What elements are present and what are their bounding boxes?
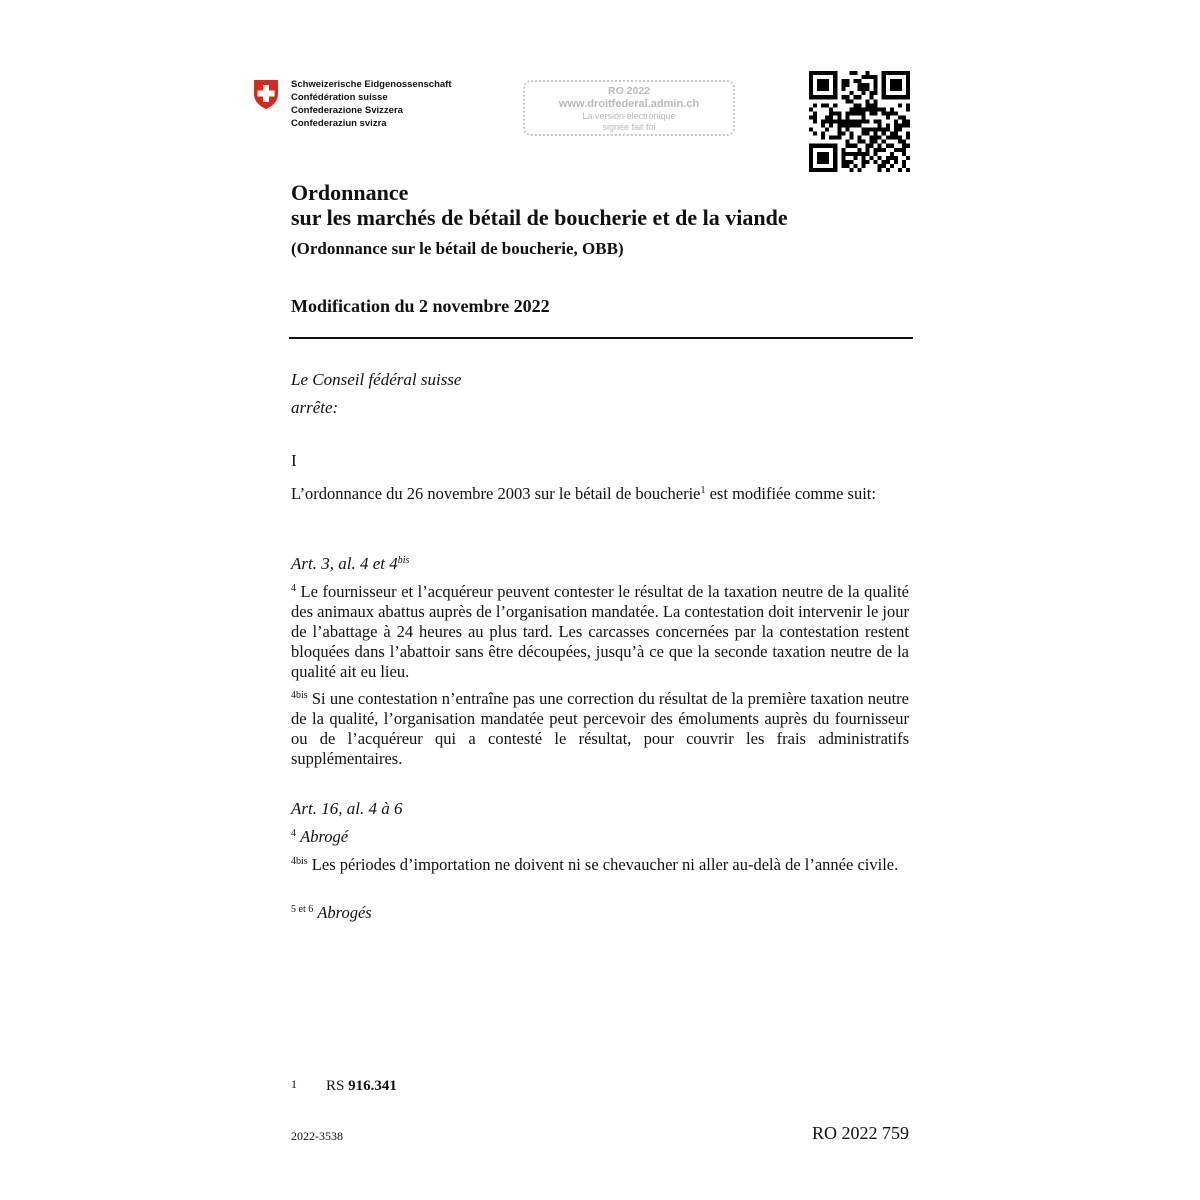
confederation-name-rm: Confederaziun svizra (291, 118, 387, 129)
stamp-note-1: La version électronique (582, 111, 676, 121)
confederation-name-it: Confederazione Svizzera (291, 105, 403, 116)
stamp-note-2: signée fait foi (602, 122, 656, 132)
paragraph-number: 4bis (291, 856, 308, 867)
qr-code-icon (809, 71, 910, 172)
intro-text-end: est modifiée comme suit: (705, 484, 876, 503)
preamble-authority: Le Conseil fédéral suisse (291, 370, 462, 389)
title-divider (289, 337, 913, 339)
footnote-ref-number: 916.341 (348, 1078, 397, 1094)
intro-text: L’ordonnance du 26 novembre 2003 sur le bétail de boucherie (291, 484, 701, 503)
document-subtitle: (Ordonnance sur le bétail de boucherie, OBB) (291, 239, 624, 258)
confederation-name-fr: Confédération suisse (291, 92, 388, 103)
electronic-version-stamp (523, 80, 735, 136)
modification-date: Modification du 2 novembre 2022 (291, 296, 550, 316)
preamble-decree: arrête: (291, 398, 339, 417)
paragraph-number: 4 (291, 828, 296, 839)
footnote-text (326, 1078, 397, 1095)
paragraph-text: Les périodes d’importation ne doivent ni se chevaucher ni aller au-delà de l’année civile. (307, 855, 899, 874)
art-3-heading-text: Art. 3, al. 4 et 4 (291, 554, 398, 573)
art-3-paragraph-4bis (291, 689, 909, 769)
preamble (291, 366, 461, 422)
art-16-paragraph-4bis (291, 855, 909, 875)
title-line-1: Ordonnance (291, 180, 409, 205)
paragraph-text: Abrogé (300, 827, 349, 846)
confederation-name-de: Schweizerische Eidgenossenschaft (291, 79, 452, 90)
art-16-paragraph-4 (291, 827, 909, 847)
art-3-heading (291, 554, 409, 574)
art-3-paragraph-4 (291, 582, 909, 682)
official-compilation-ref: RO 2022 759 (811, 1123, 909, 1143)
paragraph-number: 5 et 6 (291, 904, 314, 915)
art-3-heading-sup: bis (397, 555, 410, 566)
section-numeral: I (291, 451, 297, 470)
art-16-paragraphs-5-6 (291, 903, 909, 923)
paragraph-number: 4bis (291, 690, 308, 701)
footnote-prefix: RS (326, 1078, 349, 1094)
footnote-number: 1 (291, 1077, 297, 1091)
title-line-2: sur les marchés de bétail de boucherie et de la viande (291, 205, 788, 230)
footnote-ref: 1 (700, 485, 706, 496)
paragraph-text: Abrogés (317, 903, 372, 922)
art-16-heading: Art. 16, al. 4 à 6 (291, 799, 403, 818)
paragraph-text: Le fournisseur et l’acquéreur peuvent contester le résultat de la taxation neutre de la qualité des animaux abattus auprès de l’organisation mandatée. La contestation doit intervenir le jour de l’abattage à 24 heures au plus tard. Les carcasses concernées par la contestation restent bloquées dans l’abattoir sans être découpées, jusqu’à ce que la seconde taxation neutre de la qualité ait eu lieu. (291, 582, 909, 681)
paragraph-number: 4 (291, 583, 296, 594)
stamp-ro: RO 2022 (607, 85, 651, 97)
document-number: 2022-3538 (291, 1129, 343, 1143)
stamp-url: www.droitfederal.admin.ch (558, 98, 700, 110)
paragraph-text: Si une contestation n’entraîne pas une correction du résultat de la première taxation neutre de la qualité, l’organisation mandatée peut percevoir des émoluments auprès du fournisseur ou de l’acquéreur qui a contesté le résultat, pour couvrir les frais administratifs supplémentaires. (291, 689, 909, 768)
document-title (291, 180, 788, 230)
confederation-names (291, 78, 452, 130)
swiss-cross-icon (252, 78, 280, 110)
section-intro (291, 484, 909, 504)
